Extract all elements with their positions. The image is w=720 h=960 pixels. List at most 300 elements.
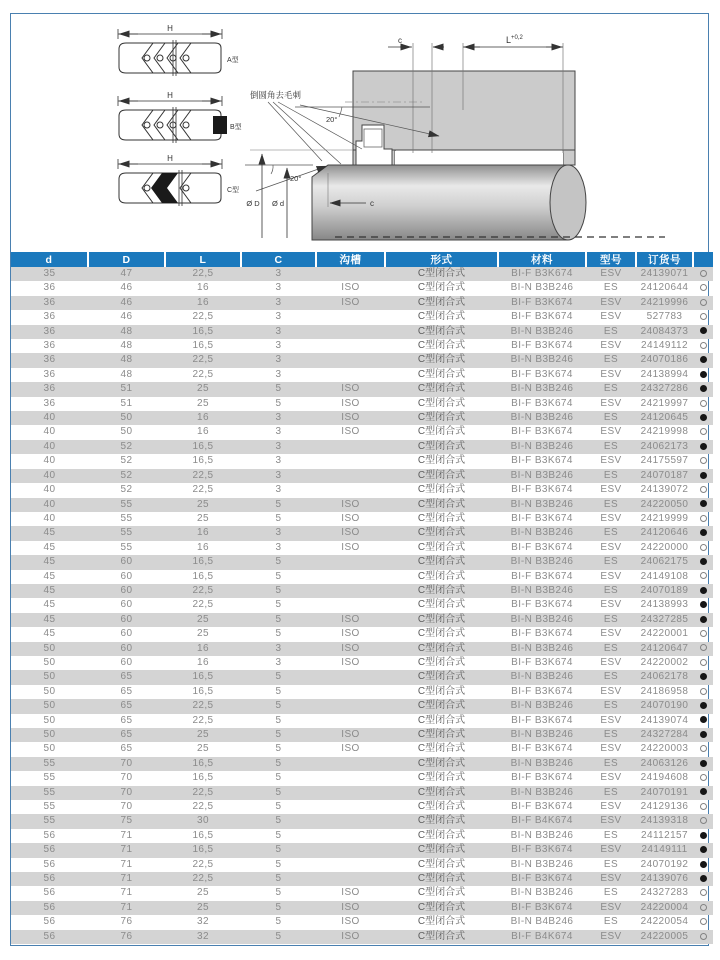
stock-cell [693,872,713,886]
cell: 25 [197,512,209,524]
cell: BI-N B3B246 [510,527,574,539]
cell: 48 [120,340,133,352]
cell: 5 [275,628,282,640]
seal-type-label: B型 [230,124,242,131]
cell: 56 [43,887,56,899]
cell: 3 [275,268,282,279]
cell: ESV [600,714,622,726]
cell: 50 [43,714,56,726]
table-row [11,325,713,339]
table-row [11,858,713,872]
cell: 25 [197,729,209,740]
cell: C型闭合式 [417,628,466,640]
table-row [11,368,713,382]
cell: C型闭合式 [417,671,466,683]
seal-b-end-ring [213,116,227,134]
cell: 24120644 [640,282,689,294]
cell: ES [603,383,619,395]
cell: 24220000 [640,541,689,553]
cell [316,368,385,382]
cell: 71 [120,844,133,856]
cell: 70 [120,772,133,784]
cell: C型闭合式 [417,757,466,769]
stock-cell [693,598,713,612]
cell: 24327286 [640,383,689,395]
cell: BI-N B3B246 [510,858,574,870]
cell: 24220054 [640,916,689,928]
cell: 45 [43,570,56,582]
stock-dot-filled-icon [700,875,707,882]
cell: 3 [275,325,282,337]
dim-h-label: H [167,91,173,100]
spec-table [11,252,713,944]
cell: C型闭合式 [417,268,466,279]
stock-cell [693,829,713,843]
table-row [11,296,713,310]
cell: BI-F B3K674 [511,628,573,640]
cell: C型闭合式 [417,642,466,654]
cell: ISO [341,512,360,524]
cell: BI-N B3B246 [510,757,574,769]
cell [316,786,385,800]
cell: BI-F B3K674 [511,426,573,438]
cell: BI-N B3B246 [510,584,574,596]
cell: 3 [275,440,282,452]
cell: C型闭合式 [417,858,466,870]
stock-cell [693,498,713,512]
cell: C型闭合式 [417,916,466,928]
table-row [11,670,713,684]
cell: BI-F B3K674 [511,685,573,697]
cell: C型闭合式 [417,282,466,294]
cell: 16,5 [192,455,214,467]
cell: 65 [120,714,133,726]
cell [316,714,385,728]
cell: ES [603,757,619,769]
cell [316,570,385,584]
stock-cell [693,397,713,411]
cell: 3 [275,282,282,294]
cell: ISO [341,282,360,294]
cell: 56 [43,930,56,942]
cell: 48 [120,368,133,380]
cell: BI-N B3B246 [510,671,574,683]
seal-c-black-chevron [151,173,178,203]
cell: ES [603,584,619,596]
cell: 16 [197,412,209,424]
cell: 5 [275,844,282,856]
cell: ISO [341,541,360,553]
cell: 25 [197,887,209,899]
cell: 5 [275,556,282,568]
stock-dot-open-icon [700,745,707,752]
cell: 24070191 [640,786,689,798]
cell: 56 [43,916,56,928]
table-row [11,915,713,929]
cell: 16,5 [192,685,214,697]
table-row [11,685,713,699]
table-row [11,541,713,555]
cell: 22,5 [192,858,214,870]
stock-dot-filled-icon [700,529,707,536]
stock-dot-filled-icon [700,356,707,363]
cell [316,872,385,886]
cell: 5 [275,397,282,409]
shaft [312,165,568,240]
stock-cell [693,814,713,828]
cell: 70 [120,786,133,798]
cell: 65 [120,685,133,697]
deburr-note: 倒圆角去毛刺 [250,90,302,100]
cell: 16 [197,527,209,539]
cell: 24120645 [640,412,689,424]
cell: 16,5 [192,757,214,769]
cell: 3 [275,354,282,366]
cell: 16 [197,541,209,553]
cell: 60 [120,613,133,625]
cell: 22,5 [192,714,214,726]
cell: 16 [197,656,209,668]
stock-cell [693,642,713,656]
cell: ES [603,829,619,841]
cell: 16 [197,642,209,654]
cell: ESV [600,455,622,467]
cell: 45 [43,556,56,568]
cell [316,339,385,353]
cell: 56 [43,873,56,885]
cell: C型闭合式 [417,296,466,308]
cell: C型闭合式 [417,656,466,668]
stock-cell [693,541,713,555]
stock-dot-open-icon [700,817,707,824]
cell: 24194608 [640,772,689,784]
cell: C型闭合式 [417,714,466,726]
stock-dot-open-icon [700,803,707,810]
cell: C型闭合式 [417,786,466,798]
column-header-d: d [11,252,88,267]
cell: 46 [120,296,133,308]
cell: BI-F B3K674 [511,714,573,726]
table-row [11,598,713,612]
cell: ES [603,527,619,539]
table-row [11,613,713,627]
cell: 24120646 [640,527,689,539]
stock-cell [693,296,713,310]
cell: C型闭合式 [417,397,466,409]
cell: ESV [600,512,622,524]
cell: 60 [120,584,133,596]
cell: 16 [197,282,209,294]
cell: BI-F B3K674 [511,455,573,467]
dia-D-label: Ø D [246,199,260,208]
table-row [11,512,713,526]
cell: 55 [43,801,56,813]
cell: 50 [43,685,56,697]
cell: ISO [341,628,360,640]
cell: 24220002 [640,656,689,668]
cell: 56 [43,844,56,856]
cell: BI-F B3K674 [511,397,573,409]
cell: 52 [120,440,133,452]
cell: BI-F B3K674 [511,656,573,668]
cell: 5 [275,772,282,784]
cell: 40 [43,512,56,524]
cell: 65 [120,671,133,683]
stock-cell [693,685,713,699]
cell: 22,5 [192,801,214,813]
cell: BI-N B3B246 [510,786,574,798]
cell: 22,5 [192,354,214,366]
stock-cell [693,670,713,684]
cell: 55 [120,512,133,524]
cell: ISO [341,729,360,740]
spec-table-body [11,267,713,944]
stock-dot-open-icon [700,688,707,695]
column-header-订货号: 订货号 [636,252,693,267]
stock-cell [693,411,713,425]
cell: ISO [341,397,360,409]
cell [316,670,385,684]
cell: 45 [43,541,56,553]
stock-cell [693,843,713,857]
cell: 5 [275,498,282,510]
stock-dot-open-icon [700,284,707,291]
cell: 48 [120,325,133,337]
stock-dot-open-icon [700,428,707,435]
seal-type-label: C型 [227,187,240,194]
cell: C型闭合式 [417,541,466,553]
stock-dot-open-icon [700,904,707,911]
cell: ESV [600,397,622,409]
cell: ESV [600,930,622,942]
cell: 35 [43,268,56,279]
cell: 24138993 [640,599,689,611]
cell: BI-F B3K674 [511,570,573,582]
stock-cell [693,281,713,295]
cell: ES [603,556,619,568]
stock-cell [693,771,713,785]
column-header-L: L [165,252,241,267]
cell: C型闭合式 [417,527,466,539]
cell: ISO [341,743,360,755]
cell: 36 [43,340,56,352]
cell: C型闭合式 [417,455,466,467]
cell: 16,5 [192,340,214,352]
cell: 24327284 [640,729,689,740]
stock-dot-open-icon [700,630,707,637]
stock-cell [693,714,713,728]
cell: ISO [341,916,360,928]
stock-cell [693,656,713,670]
cell: C型闭合式 [417,584,466,596]
cell: 22,5 [192,599,214,611]
cell: 45 [43,527,56,539]
cell: 45 [43,599,56,611]
stock-cell [693,353,713,367]
cell: 40 [43,484,56,496]
cell: 25 [197,628,209,640]
cell [316,555,385,569]
cell: 52 [120,469,133,481]
cell: ESV [600,901,622,913]
cell: BI-F B3K674 [511,844,573,856]
stock-cell [693,483,713,497]
cell: 45 [43,628,56,640]
cell: 65 [120,729,133,740]
stock-dot-filled-icon [700,385,707,392]
cell: ESV [600,426,622,438]
cell: BI-F B3K674 [511,296,573,308]
cell: C型闭合式 [417,383,466,395]
cell: 36 [43,368,56,380]
stock-cell [693,555,713,569]
stock-cell [693,858,713,872]
cell: ES [603,440,619,452]
cell: C型闭合式 [417,729,466,740]
cell: C型闭合式 [417,599,466,611]
stock-dot-filled-icon [700,760,707,767]
cell: 50 [43,642,56,654]
cell: 30 [197,815,209,827]
stock-dot-open-icon [700,933,707,940]
cell: 5 [275,613,282,625]
cell: 24062173 [640,440,689,452]
cell: ISO [341,887,360,899]
cell: 5 [275,815,282,827]
cell: 40 [43,426,56,438]
cell: 25 [197,498,209,510]
stock-cell [693,800,713,814]
cell: 5 [275,584,282,596]
cell: ISO [341,412,360,424]
cell: C型闭合式 [417,325,466,337]
cell: C型闭合式 [417,743,466,755]
stock-cell [693,267,713,281]
table-row [11,699,713,713]
cell: ESV [600,628,622,640]
cell: ESV [600,873,622,885]
cell: C型闭合式 [417,901,466,913]
cell: 36 [43,282,56,294]
cell [316,699,385,713]
cell: 25 [197,743,209,755]
column-header-形式: 形式 [385,252,498,267]
cell: ESV [600,599,622,611]
stock-cell [693,469,713,483]
cell: 55 [43,772,56,784]
angle-lower-label: 20° [290,174,302,183]
cell: ISO [341,613,360,625]
cell: BI-F B3K674 [511,599,573,611]
cell: 24175597 [640,455,689,467]
cell: C型闭合式 [417,512,466,524]
cell: 40 [43,469,56,481]
cell: C型闭合式 [417,930,466,942]
cell [316,440,385,454]
cell: 40 [43,455,56,467]
cell: 24070186 [640,354,689,366]
cell: 40 [43,498,56,510]
cell: 60 [120,642,133,654]
cell: BI-N B3B246 [510,440,574,452]
cell: 5 [275,930,282,942]
cell: C型闭合式 [417,801,466,813]
table-row [11,757,713,771]
cell: ES [603,469,619,481]
cell: 24139074 [640,714,689,726]
cell: 5 [275,901,282,913]
cell: 36 [43,325,56,337]
cell: BI-N B3B246 [510,556,574,568]
assembly-section [245,35,665,240]
stock-dot-open-icon [700,774,707,781]
cell: 16,5 [192,844,214,856]
cell: ESV [600,685,622,697]
cell: BI-F B3K674 [511,368,573,380]
cell: ES [603,498,619,510]
cell: ES [603,887,619,899]
table-row [11,411,713,425]
cell: ES [603,786,619,798]
dim-l-label: $L^{+0,2}$ [506,35,523,45]
stock-dot-filled-icon [700,472,707,479]
dim-c-shaft-label: c [370,199,374,208]
cell: 5 [275,685,282,697]
table-row [11,353,713,367]
table-row [11,498,713,512]
cell: 55 [43,815,56,827]
cell: 60 [120,656,133,668]
cell: 5 [275,700,282,712]
cell: 40 [43,440,56,452]
cell: 24149111 [641,844,688,856]
table-row [11,469,713,483]
table-row [11,714,713,728]
stock-dot-filled-icon [700,443,707,450]
cell: ESV [600,296,622,308]
table-row [11,483,713,497]
stock-dot-filled-icon [700,702,707,709]
table-row [11,267,713,281]
cell: C型闭合式 [417,887,466,899]
table-row [11,872,713,886]
cell [316,353,385,367]
stock-dot-open-icon [700,918,707,925]
cell: BI-N B3B246 [510,354,574,366]
cell: ESV [600,570,622,582]
cell: 56 [43,858,56,870]
cell: 5 [275,858,282,870]
cell: C型闭合式 [417,311,466,323]
cell: 3 [275,541,282,553]
stock-dot-filled-icon [700,327,707,334]
cell: 55 [43,786,56,798]
cell: ES [603,613,619,625]
cell: 24219997 [640,397,689,409]
cell: 50 [120,412,133,424]
stock-dot-open-icon [700,644,707,651]
cell: 24219996 [640,296,689,308]
cell: 50 [43,700,56,712]
shaft-end [550,165,586,240]
table-row [11,339,713,353]
cell: 24129136 [640,801,689,813]
cell: ES [603,412,619,424]
cell: 5 [275,786,282,798]
cell: 24220004 [640,901,689,913]
cell: BI-N B3B246 [510,887,574,899]
cell: 70 [120,801,133,813]
